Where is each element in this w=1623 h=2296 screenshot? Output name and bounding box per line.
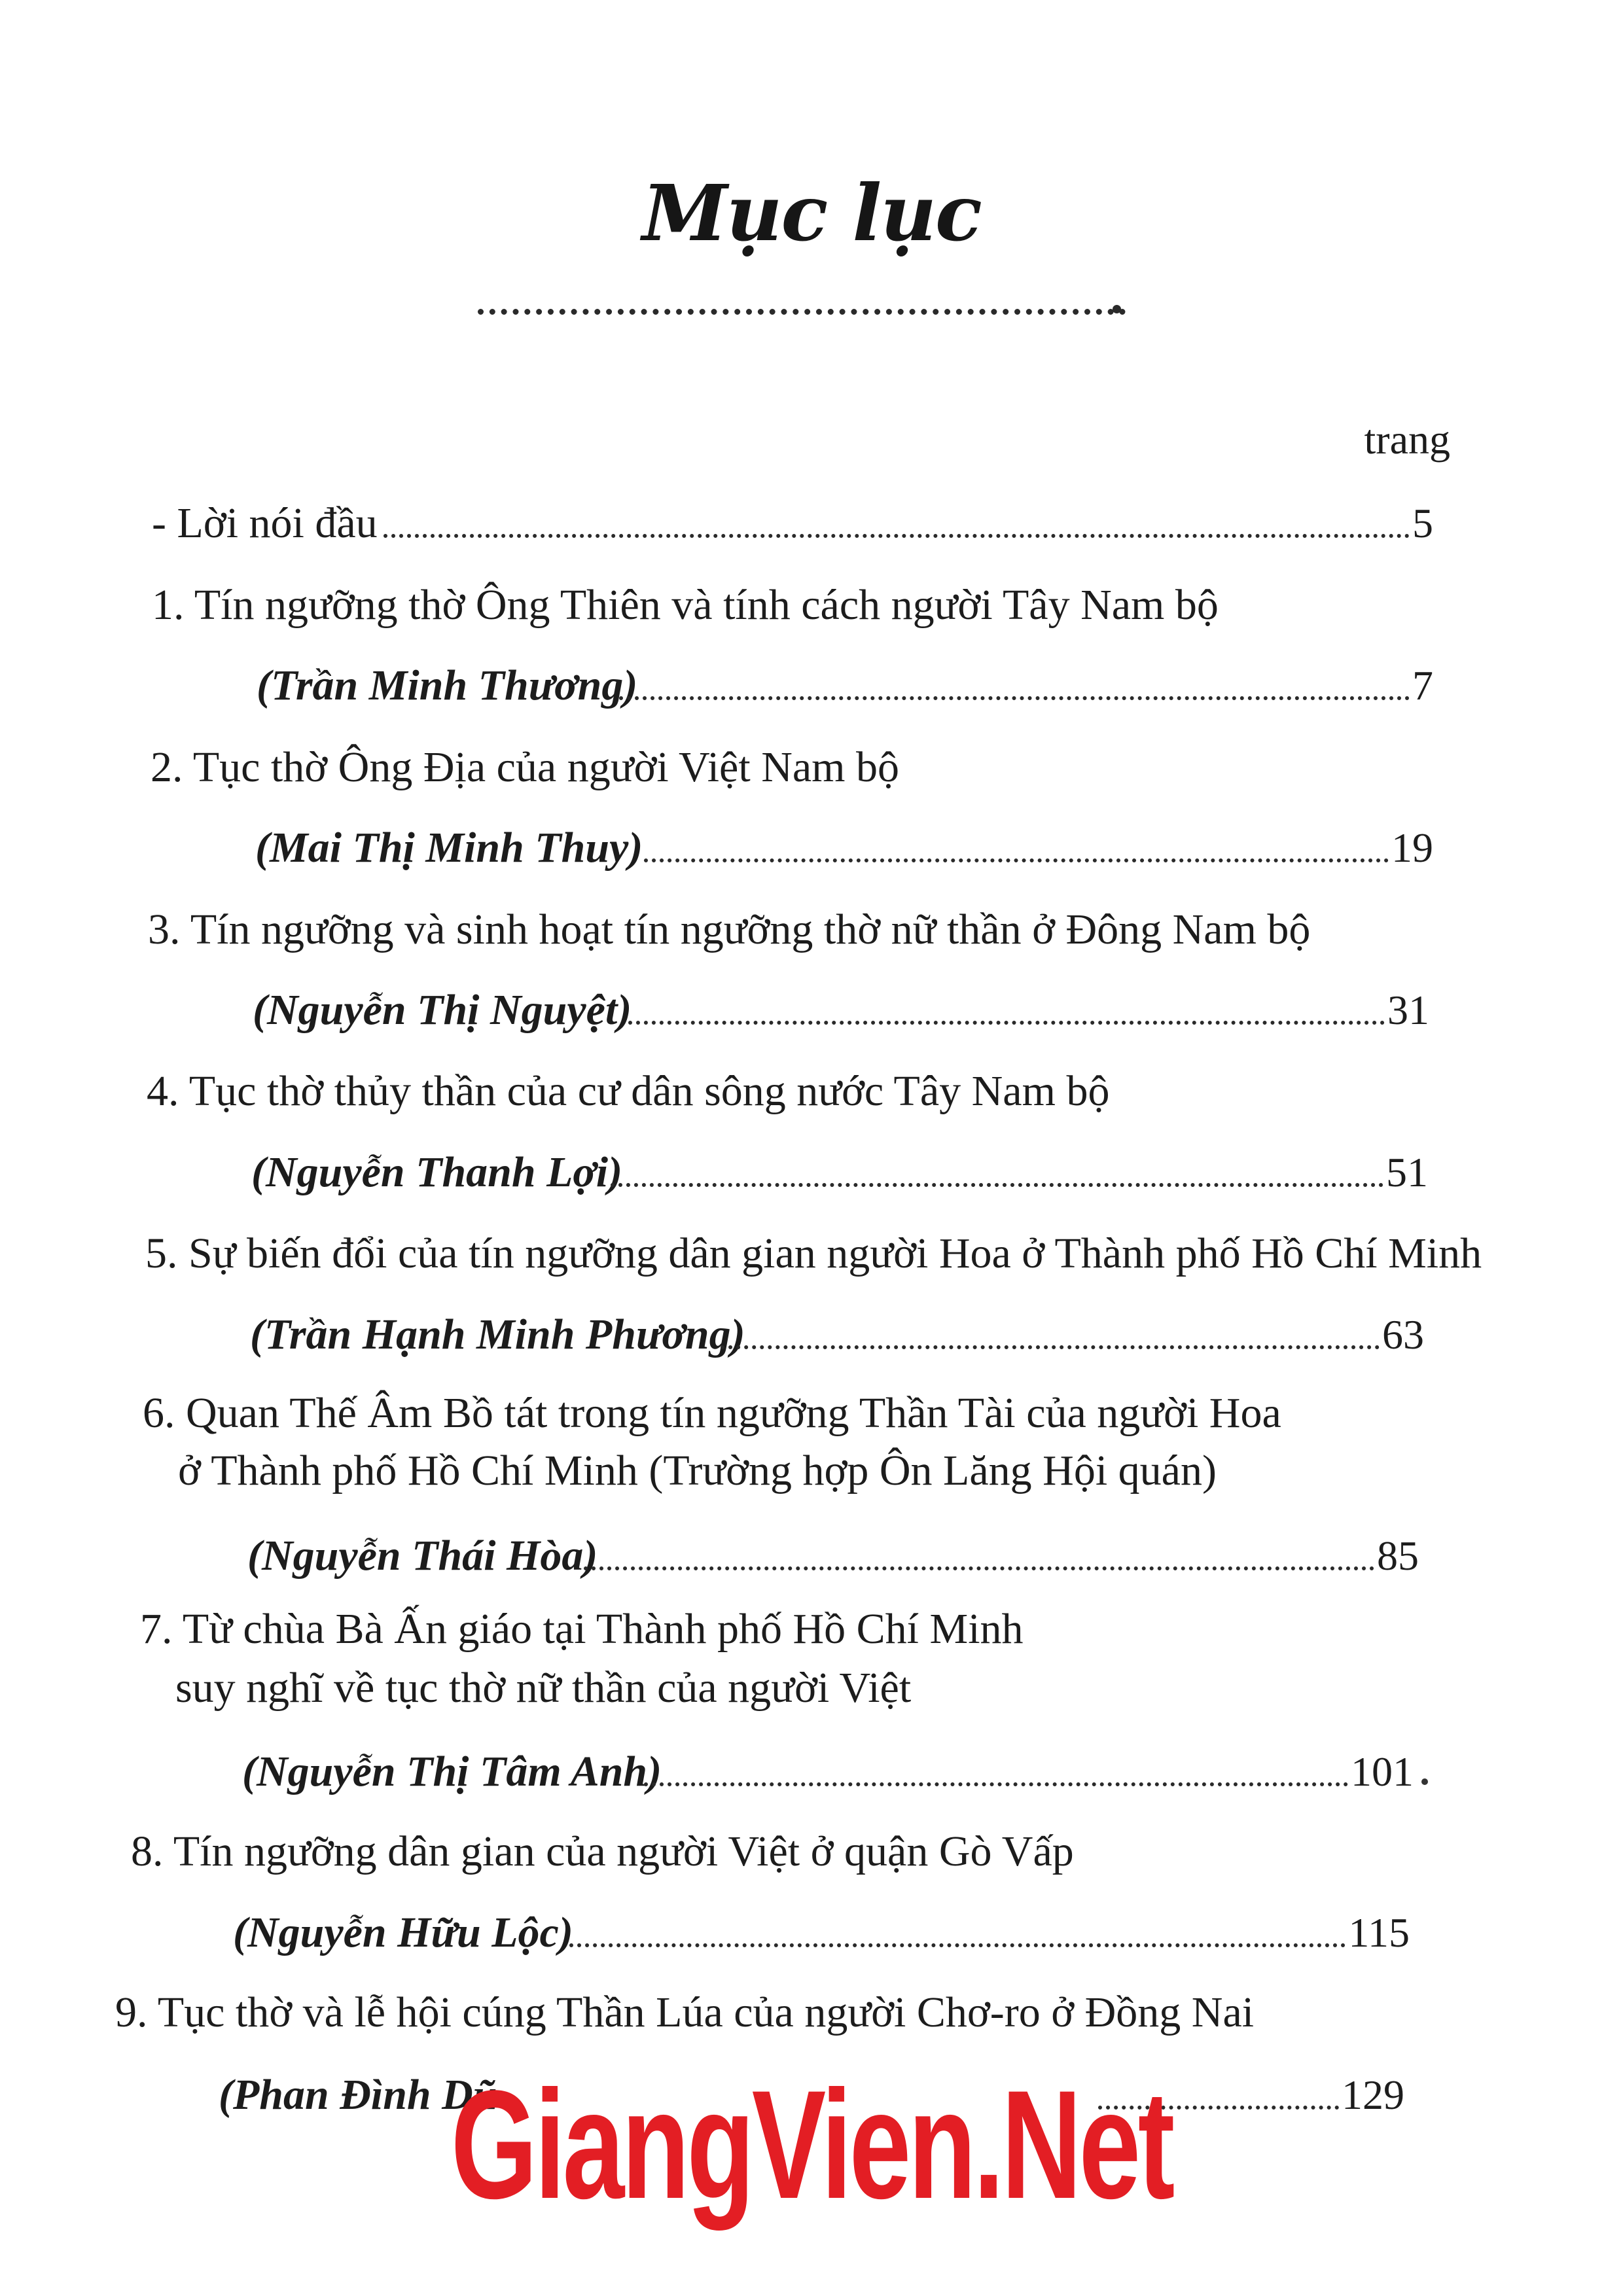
page-number: 5	[1412, 500, 1433, 546]
dot-leader	[635, 1746, 1414, 1798]
toc-entry-6-title-line1	[143, 1387, 1386, 1439]
toc-entry-2-title	[151, 741, 1394, 794]
page-column-label: trang	[1364, 416, 1450, 463]
toc-entry-6-author	[247, 1530, 1419, 1582]
page-number: 19	[1391, 824, 1433, 871]
toc-entry-4-author	[251, 1146, 1428, 1199]
title-dotted-rule	[478, 309, 1126, 315]
toc-entry-3-title	[148, 904, 1391, 956]
entry-author: (Nguyễn Hữu Lộc)	[233, 1909, 573, 1956]
page-number: 51	[1386, 1149, 1428, 1195]
dot-leader	[374, 497, 1433, 550]
entry-number: 5.	[145, 1229, 178, 1277]
page-number: 129	[1342, 2072, 1404, 2118]
toc-entry-3-author	[253, 984, 1429, 1036]
entry-title-continued: ở Thành phố Hồ Chí Minh (Trường hợp Ôn Lăng Hội quán)	[178, 1447, 1217, 1494]
entry-author: (Trần Minh Thương)	[257, 662, 638, 709]
entry-number: 6.	[143, 1389, 175, 1437]
toc-entry-preface	[152, 497, 1433, 550]
toc-entry-8-author	[233, 1907, 1410, 1959]
entry-author: (Mai Thị Minh Thuy)	[255, 824, 643, 872]
toc-entry-5-author	[250, 1309, 1424, 1361]
toc-entry-8-title	[131, 1826, 1374, 1878]
toc-entry-1-title	[152, 579, 1395, 631]
toc-entry-2-author	[255, 822, 1433, 874]
entry-number: 1.	[152, 581, 185, 629]
entry-title: Sự biến đổi của tín ngưỡng dân gian người Hoa ở Thành phố Hồ Chí Minh	[188, 1229, 1482, 1277]
dot-leader	[601, 1146, 1428, 1199]
entry-number: 3.	[148, 906, 181, 953]
entry-number: 8.	[131, 1828, 164, 1875]
entry-author: (Nguyễn Thanh Lợi)	[251, 1148, 623, 1196]
dot-leader	[610, 660, 1433, 712]
entry-number: 2.	[151, 743, 183, 791]
entry-author: (Trần Hạnh Minh Phương)	[250, 1311, 745, 1358]
page-number: 115	[1348, 1909, 1410, 1956]
dot-leader	[619, 984, 1429, 1036]
page-number: 101	[1351, 1748, 1414, 1795]
page-number: 7	[1412, 662, 1433, 709]
entry-title-continued: suy nghĩ về tục thờ nữ thần của người Việt	[175, 1664, 912, 1712]
entry-author: (Nguyễn Thị Tâm Anh)	[242, 1748, 662, 1795]
stray-mark	[1421, 1778, 1428, 1785]
entry-title: Tín ngưỡng thờ Ông Thiên và tính cách người Tây Nam bộ	[194, 581, 1219, 629]
toc-entry-5-title	[145, 1227, 1482, 1280]
entry-author: (Nguyễn Thị Nguyệt)	[253, 986, 632, 1034]
entry-title: Tục thờ Ông Địa của người Việt Nam bộ	[192, 743, 899, 791]
entry-title: Tục thờ và lễ hội cúng Thần Lúa của người Chơ-ro ở Đồng Nai	[157, 1988, 1255, 2036]
toc-entry-7-title-line1	[140, 1603, 1383, 1655]
dot-leader	[635, 822, 1433, 874]
toc-entry-7-title-line2	[175, 1662, 1419, 1714]
title-rule-end-dot	[1113, 305, 1121, 313]
dot-leader	[560, 1907, 1410, 1959]
dot-leader	[575, 1530, 1419, 1582]
entry-title: Tín ngưỡng dân gian của người Việt ở quận Gò Vấp	[173, 1828, 1074, 1875]
toc-entry-6-title-line2	[178, 1445, 1421, 1497]
page-number: 85	[1377, 1532, 1419, 1579]
entry-title: Từ chùa Bà Ấn giáo tại Thành phố Hồ Chí Minh	[182, 1605, 1024, 1653]
page-number: 63	[1382, 1311, 1424, 1358]
watermark-logo: GiangVien.Net	[450, 2058, 1173, 2231]
toc-entry-4-title	[147, 1065, 1390, 1118]
entry-author: (Phan Đình Dũ	[219, 2071, 497, 2119]
entry-number: 7.	[140, 1605, 173, 1653]
toc-entry-7-author	[242, 1746, 1414, 1798]
entry-number: -	[152, 499, 166, 547]
page-number: 31	[1387, 987, 1429, 1033]
entry-number: 9.	[115, 1988, 148, 2036]
entry-author: (Nguyễn Thái Hòa)	[247, 1532, 598, 1580]
entry-number: 4.	[147, 1067, 179, 1115]
entry-title: Tục thờ thủy thần của cư dân sông nước Tây Nam bộ	[188, 1067, 1110, 1115]
dot-leader	[711, 1309, 1424, 1361]
toc-title: Mục lục	[642, 168, 981, 258]
entry-title: Tín ngưỡng và sinh hoạt tín ngưỡng thờ nữ thần ở Đông Nam bộ	[190, 906, 1311, 953]
toc-entry-1-author	[257, 660, 1433, 712]
entry-title: Lời nói đầu	[177, 499, 378, 547]
entry-title: Quan Thế Âm Bồ tát trong tín ngưỡng Thần Tài của người Hoa	[186, 1389, 1281, 1437]
toc-entry-9-title	[115, 1987, 1359, 2039]
